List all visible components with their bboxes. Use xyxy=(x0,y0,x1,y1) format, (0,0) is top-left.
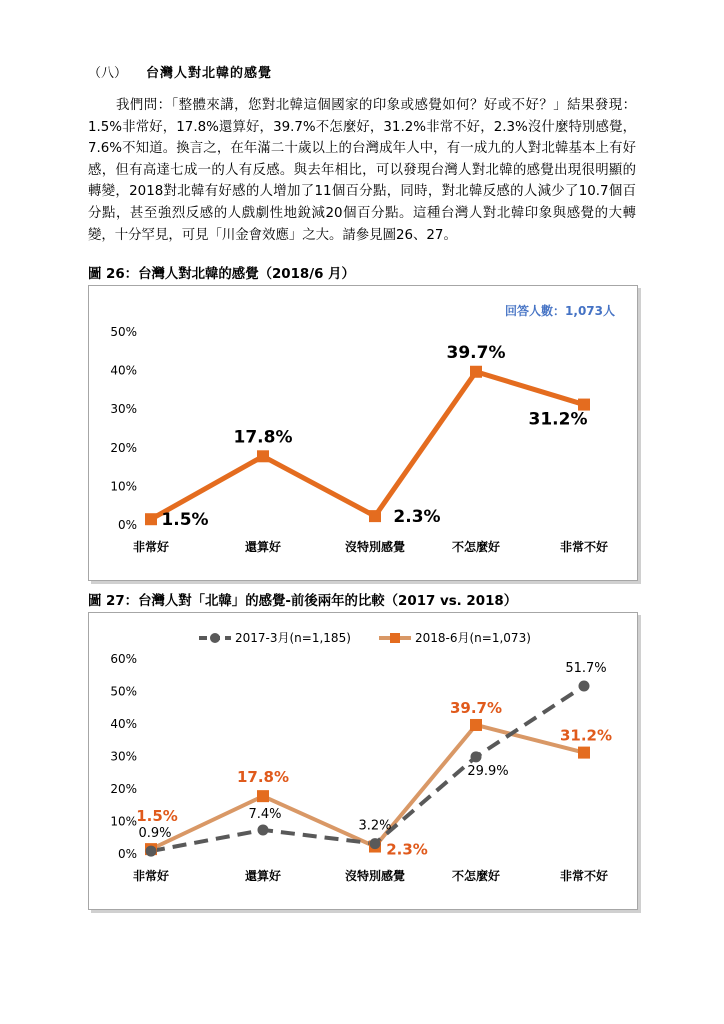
data-label: 39.7% xyxy=(446,342,506,363)
figure26-panel xyxy=(88,285,638,581)
data-point-2017 xyxy=(258,824,269,835)
data-label-2017: 0.9% xyxy=(138,826,172,842)
respondents-count: 回答人數：1,073人 xyxy=(505,304,615,318)
body-paragraph xyxy=(88,95,636,246)
x-category-label: 還算好 xyxy=(244,540,282,554)
x-category-label: 非常好 xyxy=(132,869,170,883)
data-point-2018 xyxy=(578,747,590,759)
y-tick-label: 0% xyxy=(117,518,137,532)
figure27-chart xyxy=(89,613,637,909)
y-tick-label: 60% xyxy=(110,652,137,666)
series-line xyxy=(151,372,584,519)
data-label: 1.5% xyxy=(161,510,209,531)
figure26-chart xyxy=(89,286,637,580)
data-label-2017: 29.9% xyxy=(467,763,509,779)
data-point xyxy=(369,510,381,522)
y-tick-label: 0% xyxy=(117,847,137,861)
x-category-label: 不怎麼好 xyxy=(451,869,501,883)
data-label-2018: 17.8% xyxy=(236,768,290,787)
legend-marker-2017 xyxy=(210,633,220,643)
section-number: （八） xyxy=(88,66,128,81)
y-tick-label: 40% xyxy=(110,717,137,731)
data-point-2017 xyxy=(471,751,482,762)
x-category-label: 不怎麼好 xyxy=(451,540,501,554)
data-point xyxy=(470,366,482,378)
data-point-2017 xyxy=(146,846,157,857)
legend-marker-2018 xyxy=(390,633,400,643)
x-category-label: 非常不好 xyxy=(559,869,609,883)
y-tick-label: 50% xyxy=(110,684,137,699)
data-point-2018 xyxy=(257,790,269,802)
y-tick-label: 30% xyxy=(110,402,137,417)
x-category-label: 非常不好 xyxy=(559,540,609,554)
y-tick-label: 20% xyxy=(110,440,137,455)
data-label-2018: 31.2% xyxy=(559,726,613,745)
data-label: 2.3% xyxy=(393,507,441,528)
y-tick-label: 20% xyxy=(110,782,137,796)
y-tick-label: 10% xyxy=(110,814,137,829)
legend-label-2017: 2017-3月(n=1,185) xyxy=(235,631,351,645)
data-point xyxy=(145,513,157,525)
y-tick-label: 30% xyxy=(110,749,137,764)
data-label-2017: 51.7% xyxy=(565,660,607,676)
figure27-panel xyxy=(88,612,638,910)
y-tick-label: 10% xyxy=(110,479,137,494)
data-point-2017 xyxy=(370,838,381,849)
section-heading xyxy=(88,62,272,81)
data-label-2017: 7.4% xyxy=(248,806,282,822)
y-tick-label: 50% xyxy=(110,325,137,339)
x-category-label: 還算好 xyxy=(244,869,282,883)
y-tick-label: 40% xyxy=(110,363,137,378)
data-label-2018: 39.7% xyxy=(449,698,503,717)
section-title: 台灣人對北韓的感覺 xyxy=(146,66,273,81)
x-category-label: 非常好 xyxy=(132,540,170,554)
paragraph-text: 我們問：「整體來講，您對北韓這個國家的印象或感覺如何？好或不好？」結果發現：1.5%非常好，17.8%還算好，39.7%不怎麼好，31.2%非常不好，2.3%沒什麼特別感覺，7.6%不知道。換言之，在年滿二十歲以上的台灣成年人中，有一成九的人對北韓基本上有好感，但有高達七成一的人有反感。與去年相比，可以發現台灣人對北韓的感覺出現很明顯的轉變，2018對北韓有好感的人增加了11個百分點，同時，對北韓反感的人減少了10.7個百分點，甚至強烈反感的人戲劇性地銳減20個百分點。這種台灣人對北韓印象與感覺的大轉變，十分罕見，可見「川金會效應」之大。請參見圖26、27。 xyxy=(88,98,636,243)
figure27-caption: 圖 27：台灣人對「北韓」的感覺-前後兩年的比較（2017 vs. 2018） xyxy=(88,594,518,609)
data-point-2018 xyxy=(470,719,482,731)
legend-label-2018: 2018-6月(n=1,073) xyxy=(415,631,531,645)
figure26-caption: 圖 26：台灣人對北韓的感覺（2018/6 月） xyxy=(88,267,355,282)
data-label-2018: 2.3% xyxy=(386,840,428,859)
data-label: 31.2% xyxy=(528,409,588,430)
data-point-2017 xyxy=(579,680,590,691)
data-point xyxy=(257,450,269,462)
x-category-label: 沒特別感覺 xyxy=(344,869,406,883)
data-label-2018: 1.5% xyxy=(136,807,178,826)
data-label: 17.8% xyxy=(233,427,293,448)
x-category-label: 沒特別感覺 xyxy=(344,540,406,554)
data-label-2017: 3.2% xyxy=(358,818,392,834)
